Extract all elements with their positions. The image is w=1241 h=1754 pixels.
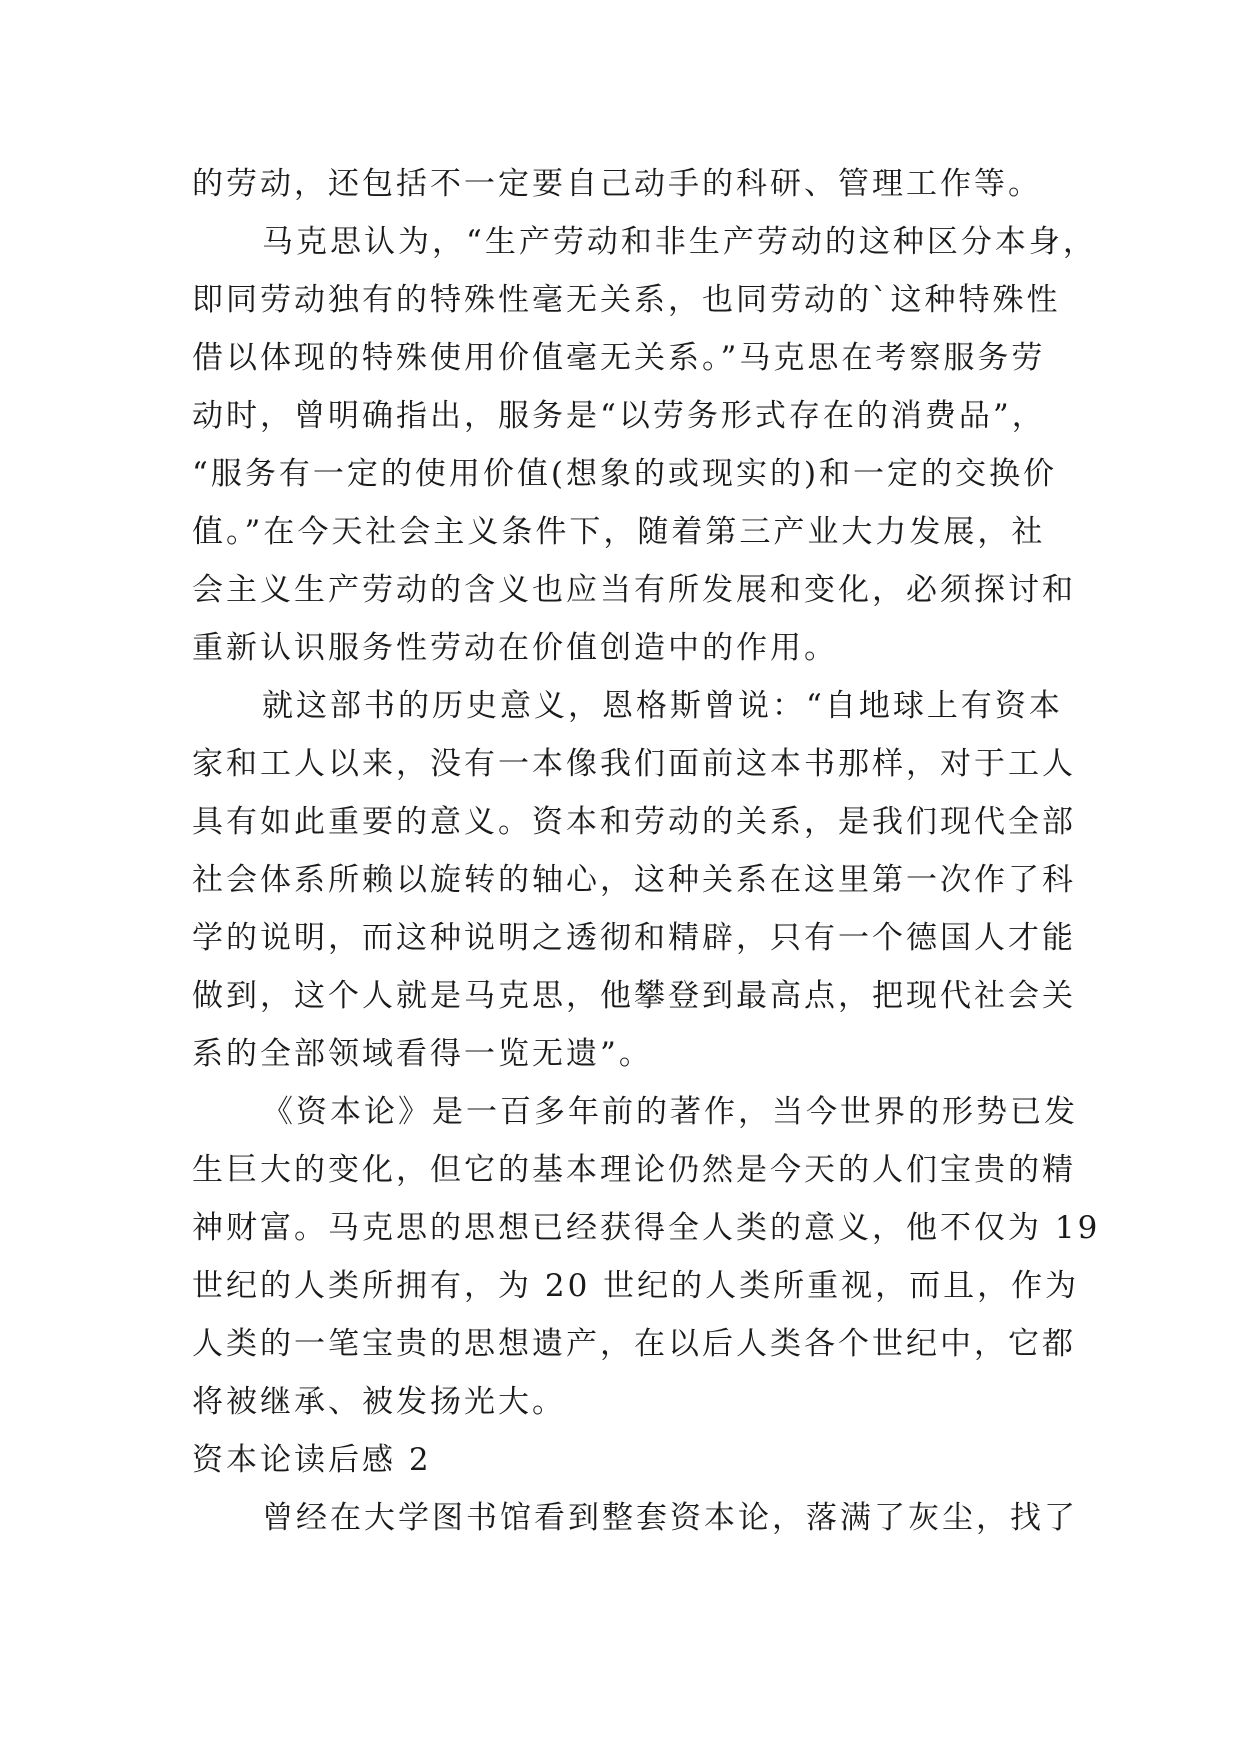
text-line: 的劳动，还包括不一定要自己动手的科研、管理工作等。 [192,166,1042,202]
text-line: 将被继承、被发扬光大。 [192,1384,566,1420]
text-line: 借以体现的特殊使用价值毫无关系。”马克思在考察服务劳 [192,340,1046,376]
text-line: 就这部书的历史意义，恩格斯曾说：“自地球上有资本 [262,688,1063,724]
text-line: 马克思认为，“生产劳动和非生产劳动的这种区分本身， [262,224,1097,260]
text-line: 会主义生产劳动的含义也应当有所发展和变化，必须探讨和 [192,572,1076,608]
text-line: 系的全部领域看得一览无遗”。 [192,1036,653,1072]
text-line: 社会体系所赖以旋转的轴心，这种关系在这里第一次作了科 [192,862,1076,898]
text-line: 学的说明，而这种说明之透彻和精辟，只有一个德国人才能 [192,920,1076,956]
document-body [192,155,1101,1547]
text-line: 曾经在大学图书馆看到整套资本论，落满了灰尘，找了 [262,1500,1078,1536]
text-line: 重新认识服务性劳动在价值创造中的作用。 [192,630,838,666]
text-line: 值。”在今天社会主义条件下，随着第三产业大力发展，社 [192,514,1046,550]
text-line: 世纪的人类所拥有，为 20 世纪的人类所重视，而且，作为 [192,1268,1080,1304]
section-heading: 资本论读后感 2 [192,1442,432,1478]
text-line: 具有如此重要的意义。资本和劳动的关系，是我们现代全部 [192,804,1076,840]
text-line: 生巨大的变化，但它的基本理论仍然是今天的人们宝贵的精 [192,1152,1076,1188]
text-line: “服务有一定的使用价值(想象的或现实的)和一定的交换价 [192,456,1058,492]
text-line: 家和工人以来，没有一本像我们面前这本书那样，对于工人 [192,746,1076,782]
text-line: 人类的一笔宝贵的思想遗产，在以后人类各个世纪中，它都 [192,1326,1076,1362]
text-line: 《资本论》是一百多年前的著作，当今世界的形势已发 [262,1094,1078,1130]
text-line: 做到，这个人就是马克思，他攀登到最高点，把现代社会关 [192,978,1076,1014]
text-line: 神财富。马克思的思想已经获得全人类的意义，他不仅为 19 [192,1210,1101,1246]
text-line: 即同劳动独有的特殊性毫无关系，也同劳动的`这种特殊性 [192,282,1061,318]
text-line: 动时，曾明确指出，服务是“以劳务形式存在的消费品”， [192,398,1046,434]
